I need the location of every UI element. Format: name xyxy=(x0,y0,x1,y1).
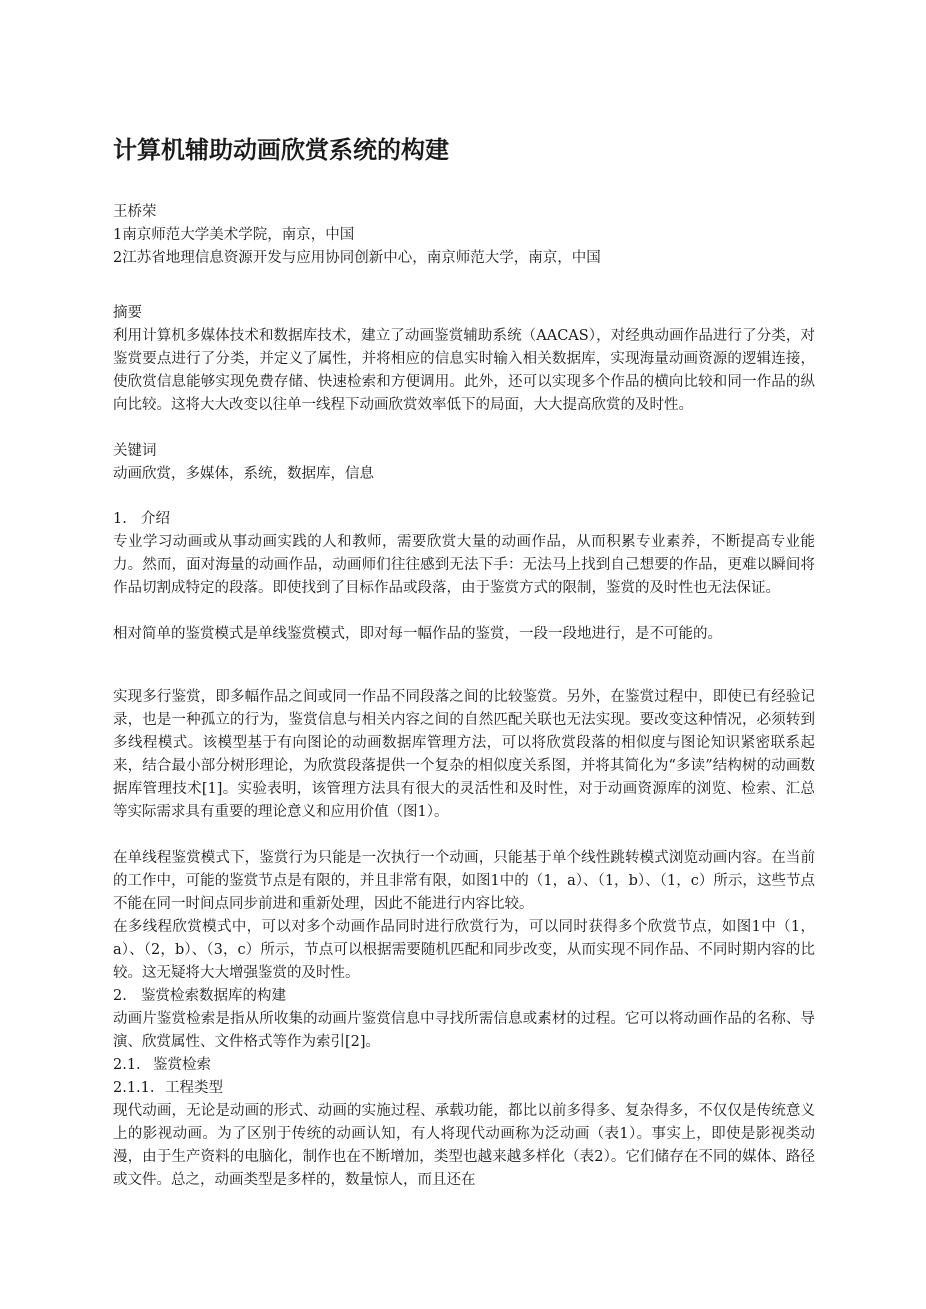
section-title: 鉴赏检索数据库的构建 xyxy=(141,988,286,1004)
section-1-heading xyxy=(113,508,170,531)
section-1-paragraph-4: 在单线程鉴赏模式下，鉴赏行为只能是一次执行一个动画，只能基于单个线性跳转模式浏览动画内容。在当前的工作中，可能的鉴赏节点是有限的，并且非常有限，如图1中的（1，a）、（1，b）、（1，c）所示，这些节点不能在同一时间点同步前进和重新处理，因此不能进行内容比较。 xyxy=(113,850,815,912)
keywords-text: 动画欣赏，多媒体，系统，数据库，信息 xyxy=(113,466,374,482)
section-title: 工程类型 xyxy=(165,1080,223,1096)
section-number: 2. xyxy=(113,988,127,1004)
section-1-paragraph-1: 专业学习动画或从事动画实践的人和教师，需要欣赏大量的动画作品，从而积累专业素养，不断提高专业能力。然而，面对海量的动画作品，动画师们往往感到无法下手：无法马上找到自己想要的作品，更难以瞬间将作品切割成特定的段落。即使找到了目标作品或段落，由于鉴赏方式的限制，鉴赏的及时性也无法保证。 xyxy=(113,534,815,596)
section-number: 1. xyxy=(113,511,127,527)
section-title: 鉴赏检索 xyxy=(153,1057,211,1073)
author-name: 王桥荣 xyxy=(113,204,157,220)
section-number: 2.1.1. xyxy=(113,1080,155,1096)
paper-title: 计算机辅助动画欣赏系统的构建 xyxy=(113,136,449,164)
section-2-paragraph: 动画片鉴赏检索是指从所收集的动画片鉴赏信息中寻找所需信息或素材的过程。它可以将动画作品的名称、导演、欣赏属性、文件格式等作为索引[2]。 xyxy=(113,1011,815,1050)
section-2-1-1-paragraph: 现代动画，无论是动画的形式、动画的实施过程、承载功能，都比以前多得多、复杂得多，不仅仅是传统意义上的影视动画。为了区别于传统的动画认知，有人将现代动画称为泛动画（表1）。事实上，即使是影视类动漫，由于生产资料的电脑化，制作也在不断增加，类型也越来越多样化（表2）。它们储存在不同的媒体、路径或文件。总之，动画类型是多样的，数量惊人，而且还在 xyxy=(113,1103,815,1188)
section-2-1-1-heading xyxy=(113,1077,223,1100)
affiliation-2: 2江苏省地理信息资源开发与应用协同创新中心，南京师范大学，南京，中国 xyxy=(113,250,601,266)
section-2-1-heading xyxy=(113,1054,211,1077)
abstract-text: 利用计算机多媒体技术和数据库技术，建立了动画鉴赏辅助系统（AACAS），对经典动画作品进行了分类，对鉴赏要点进行了分类，并定义了属性，并将相应的信息实时输入相关数据库，实现海量动画资源的逻辑连接，使欣赏信息能够实现免费存储、快速检索和方便调用。此外，还可以实现多个作品的横向比较和同一作品的纵向比较。这将大大改变以往单一线程下动画欣赏效率低下的局面，大大提高欣赏的及时性。 xyxy=(113,328,815,413)
section-1-paragraph-5: 在多线程欣赏模式中，可以对多个动画作品同时进行欣赏行为，可以同时获得多个欣赏节点，如图1中（1，a）、（2，b）、（3，c）所示，节点可以根据需要随机匹配和同步改变，从而实现不同作品、不同时期内容的比较。这无疑将大大增强鉴赏的及时性。 xyxy=(113,919,815,981)
section-1-paragraph-2: 相对简单的鉴赏模式是单线鉴赏模式，即对每一幅作品的鉴赏，一段一段地进行，是不可能的。 xyxy=(113,626,722,642)
affiliation-1: 1南京师范大学美术学院，南京，中国 xyxy=(113,227,355,243)
abstract-heading: 摘要 xyxy=(113,305,142,321)
keywords-heading: 关键词 xyxy=(113,443,157,459)
section-2-heading xyxy=(113,985,286,1008)
section-number: 2.1. xyxy=(113,1057,141,1073)
section-title: 介绍 xyxy=(141,511,170,527)
section-1-paragraph-3: 实现多行鉴赏，即多幅作品之间或同一作品不同段落之间的比较鉴赏。另外，在鉴赏过程中，即使已有经验记录，也是一种孤立的行为，鉴赏信息与相关内容之间的自然匹配关联也无法实现。要改变这种情况，必须转到多线程模式。该模型基于有向图论的动画数据库管理方法，可以将欣赏段落的相似度与图论知识紧密联系起来，结合最小部分树形理论，为欣赏段落提供一个复杂的相似度关系图，并将其简化为“多读”结构树的动画数据库管理技术[1]。实验表明，该管理方法具有很大的灵活性和及时性，对于动画资源库的浏览、检索、汇总等实际需求具有重要的理论意义和应用价值（图1）。 xyxy=(113,689,815,820)
